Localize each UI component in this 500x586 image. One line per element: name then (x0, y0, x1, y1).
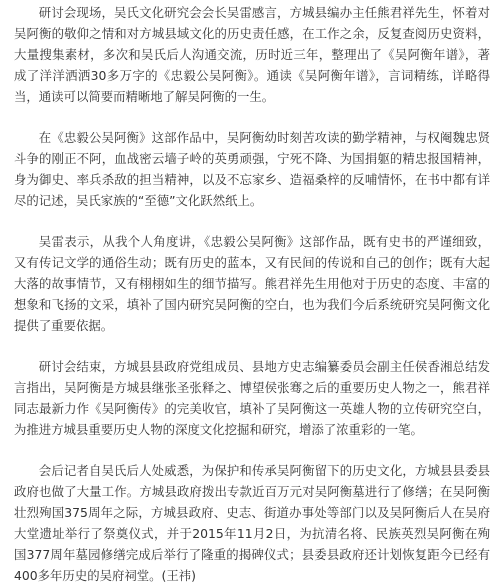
paragraph-divider (14, 211, 490, 231)
paragraph-divider (14, 336, 490, 356)
paragraph-government-work: 会后记者自吴氏后人处威悉，为保护和传承吴阿衡留下的历史文化，方城县县委县政府也做了大量工作。方城县政府拨出专款近百万元对吴阿衡墓进行了修缮；在吴阿衡壮烈殉国375周年之际，方城县政府、史志、街道办事处等部门以及吴阿衡后人在吴府大堂遗址举行了祭奠仪式，并于2015年11月2日，为抗清名将、民族英烈吴阿衡在殉国377周年墓园修缮完成后举行了隆重的揭碑仪式；县委县政府还计划恢复距今已经有400多年历史的吴府祠堂。(王祎) (14, 463, 490, 583)
article-body (14, 2, 490, 586)
paragraph-wu-lei-comments: 吴雷表示，从我个人角度讲，《忠毅公吴阿衡》这部作品，既有史书的严谨细致，又有传记文学的通俗生动；既有历史的蓝本，又有民间的传说和自己的创作；既有大起大落的故事情节，又有栩栩如生的细节描写。熊君祥先生用他对于历史的态度、丰富的想象和飞扬的文采，填补了国内研究吴阿衡的空白，也为我们今后系统研究吴阿衡文化提供了重要依据。 (14, 234, 490, 333)
paragraph-divider (14, 107, 490, 127)
paragraph-book-content: 在《忠毅公吴阿衡》这部作品中，吴阿衡幼时刻苦攻读的勤学精神，与权阉魏忠贤斗争的刚正不阿，血战密云墙子岭的英勇顽强，宁死不降、为国捐躯的精忠报国精神，身为御史、率兵杀敌的担当精神，以及不忘家乡、造福桑梓的反哺情怀，在书中都有详尽的记述，吴氏家族的“至德”文化跃然纸上。 (14, 130, 490, 208)
paragraph-seminar-remarks: 研讨会现场，吴氏文化研究会会长吴雷感言，方城县编办主任熊君祥先生，怀着对吴阿衡的敬仰之情和对方城县域文化的历史责任感，在工作之余，反复查阅历史资料，大量搜集素材，多次和吴氏后人沟通交流，历时近三年，整理出了《吴阿衡年谱》，著成了洋洋洒洒30多万字的《忠毅公吴阿衡》。通读《吴阿衡年谱》，言词精练，详略得当，通读可以简要而精晰地了解吴阿衡的一生。 (14, 5, 490, 104)
paragraph-divider (14, 440, 490, 460)
paragraph-closing-summary: 研讨会结束，方城县县政府党组成员、县地方史志编纂委员会副主任侯香湘总结发言指出，吴阿衡是方城县继张圣张释之、博望侯张骞之后的重要历史人物之一，熊君祥同志最新力作《吴阿衡传》的完美收官，填补了吴阿衡这一英雄人物的立传研究空白，为推进方城县重要历史人物的深度文化挖掘和研究，增添了浓重彩的一笔。 (14, 359, 490, 437)
